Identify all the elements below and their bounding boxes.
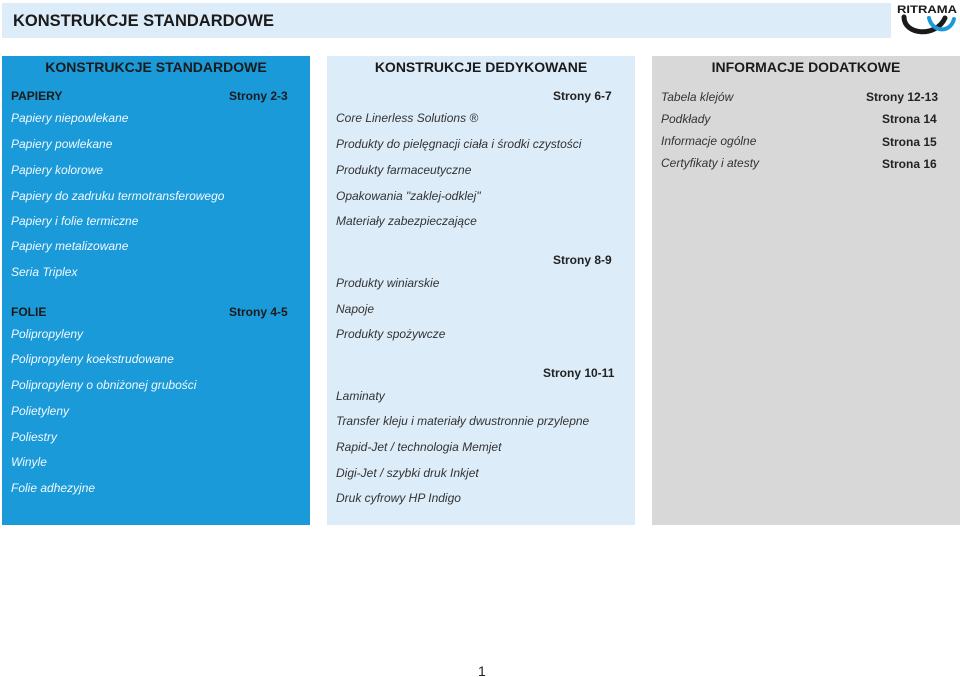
standard-constructions-panel	[2, 56, 310, 525]
page-reference[interactable]: Strona 16	[882, 157, 937, 171]
group1-pages[interactable]: Strony 6-7	[553, 89, 612, 103]
list-item[interactable]: Seria Triplex	[11, 265, 78, 279]
group3-pages[interactable]: Strony 10-11	[543, 366, 615, 380]
group2-pages[interactable]: Strony 8-9	[553, 253, 612, 267]
papiery-pages[interactable]: Strony 2-3	[229, 89, 288, 103]
left-column-title: KONSTRUKCJE STANDARDOWE	[45, 59, 267, 75]
list-item[interactable]: Opakowania "zaklej-odklej"	[336, 189, 481, 203]
top-banner	[2, 3, 891, 38]
list-item[interactable]: Tabela klejów	[661, 90, 734, 104]
page-title: KONSTRUKCJE STANDARDOWE	[13, 12, 274, 30]
list-item[interactable]: Papiery do zadruku termotransferowego	[11, 189, 225, 203]
list-item[interactable]: Polipropyleny koekstrudowane	[11, 352, 174, 366]
dedicated-constructions-panel	[327, 56, 635, 525]
list-item[interactable]: Produkty winiarskie	[336, 276, 440, 290]
list-item[interactable]: Digi-Jet / szybki druk Inkjet	[336, 466, 479, 480]
list-item[interactable]: Papiery i folie termiczne	[11, 214, 139, 228]
folie-section-label: FOLIE	[11, 305, 47, 319]
list-item[interactable]: Folie adhezyjne	[11, 481, 96, 495]
list-item[interactable]: Core Linerless Solutions ®	[336, 111, 479, 125]
list-item[interactable]: Produkty do pielęgnacji ciała i środki czystości	[336, 137, 582, 151]
list-item[interactable]: Informacje ogólne	[661, 134, 757, 148]
logo-text: RITRAMA	[897, 4, 958, 16]
list-item[interactable]: Druk cyfrowy HP Indigo	[336, 491, 461, 505]
folie-pages[interactable]: Strony 4-5	[229, 305, 288, 319]
list-item[interactable]: Certyfikaty i atesty	[661, 156, 760, 170]
list-item[interactable]: Podkłady	[661, 112, 711, 126]
page-reference[interactable]: Strona 14	[882, 112, 937, 126]
list-item[interactable]: Materiały zabezpieczające	[336, 214, 477, 228]
list-item[interactable]: Rapid-Jet / technologia Memjet	[336, 440, 502, 454]
list-item[interactable]: Laminaty	[336, 389, 385, 403]
right-column-title: INFORMACJE DODATKOWE	[711, 59, 901, 75]
list-item[interactable]: Papiery powlekane	[11, 137, 113, 151]
list-item[interactable]: Papiery metalizowane	[11, 239, 129, 253]
page-reference[interactable]: Strony 12-13	[866, 90, 939, 104]
list-item[interactable]: Papiery kolorowe	[11, 163, 104, 177]
list-item[interactable]: Winyle	[11, 455, 47, 469]
list-item[interactable]: Polipropyleny o obniżonej grubości	[11, 378, 197, 392]
list-item[interactable]: Produkty farmaceutyczne	[336, 163, 472, 177]
list-item[interactable]: Napoje	[336, 302, 375, 316]
page-number: 1	[478, 663, 486, 677]
list-item[interactable]: Produkty spożywcze	[336, 327, 446, 341]
ritrama-logo	[896, 2, 958, 38]
list-item[interactable]: Poliestry	[11, 430, 58, 444]
list-item[interactable]: Polietyleny	[11, 404, 70, 418]
list-item[interactable]: Transfer kleju i materiały dwustronnie przylepne	[336, 414, 590, 428]
list-item[interactable]: Papiery niepowlekane	[11, 111, 129, 125]
additional-info-panel	[652, 56, 960, 525]
middle-column-title: KONSTRUKCJE DEDYKOWANE	[374, 59, 588, 75]
papiery-section-label: PAPIERY	[11, 89, 63, 103]
list-item[interactable]: Polipropyleny	[11, 327, 84, 341]
page-reference[interactable]: Strona 15	[882, 135, 937, 149]
